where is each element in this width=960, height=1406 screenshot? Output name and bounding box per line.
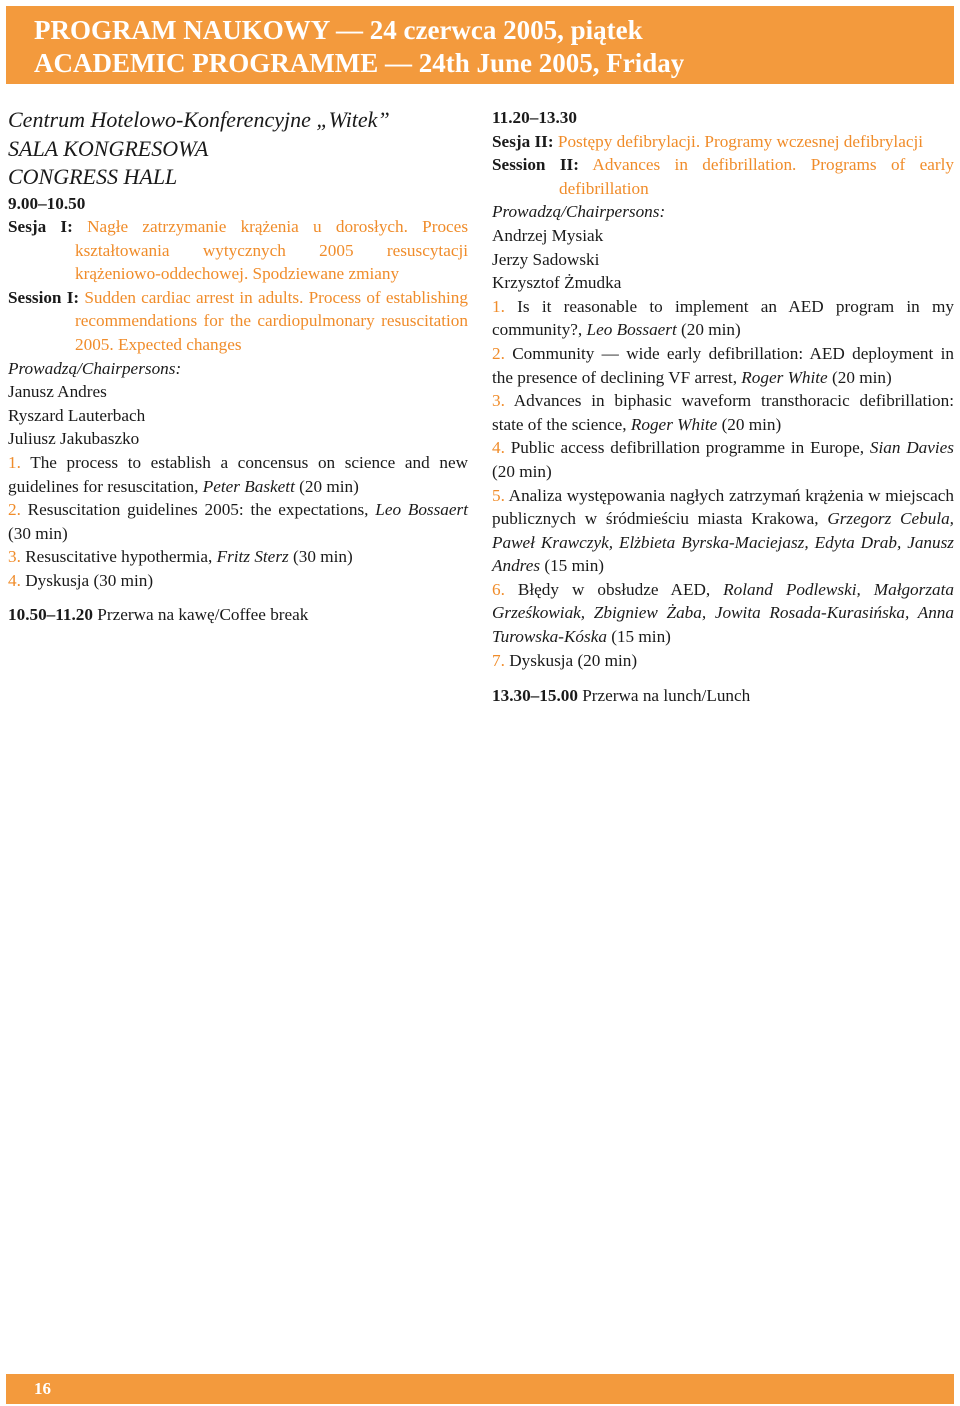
program-item: 4. Dyskusja (30 min): [8, 571, 154, 590]
program-item: 2. Resuscitation guidelines 2005: the expectations, Leo Bossaert (30 min): [8, 500, 468, 543]
session-1-label-en: Session I:: [8, 287, 80, 307]
chairperson: Jerzy Sadowski: [492, 249, 600, 269]
chairperson: Andrzej Mysiak: [492, 225, 604, 245]
session-2-label-en: Session II:: [492, 155, 579, 175]
page-number: 16: [34, 1379, 51, 1398]
program-item: 3. Resuscitative hypothermia, Fritz Sterz (30 min): [8, 547, 353, 567]
program-item: 1. The process to establish a concensus on science and new guidelines for resuscitation, Peter Baskett (20 min): [8, 453, 468, 496]
program-item: 1. Is it reasonable to implement an AED program in my community?, Leo Bossaert (20 min): [492, 296, 954, 340]
session-1-label-pl: Sesja I:: [8, 217, 73, 237]
header-title-en: ACADEMIC PROGRAMME — 24th June 2005, Friday: [34, 48, 685, 78]
chairperson: Janusz Andres: [8, 382, 107, 402]
session-1-title-en: [8, 286, 468, 357]
session-2-text-en: Advances in defibrillation. Programs of early defibrillation: [559, 155, 955, 198]
hall-name-pl: SALA KONGRESOWA: [8, 135, 209, 161]
chairs-label: Prowadzą/Chairpersons:: [492, 202, 666, 222]
left-column: [8, 106, 468, 626]
session-2-title-pl: [492, 130, 954, 154]
session-1-text-en: Sudden cardiac arrest in adults. Process of establishing recommendations for the cardiopulmonary resuscitation 2005. Expected changes: [75, 287, 468, 355]
header-title-pl: PROGRAM NAUKOWY — 24 czerwca 2005, piątek: [34, 15, 643, 45]
coffee-break: 10.50–11.20 Przerwa na kawę/Coffee break: [8, 604, 309, 624]
right-column: [492, 106, 954, 708]
program-item: 6. Błędy w obsłudze AED, Roland Podlewski, Małgorzata Grześkowiak, Zbigniew Żaba, Jowita Rosada-Kurasińska, Anna Turowska-Kóska (15 min): [492, 579, 954, 647]
program-item: 7. Dyskusja (20 min): [492, 650, 638, 670]
session-2-title-en: [492, 153, 954, 200]
chairperson: Ryszard Lauterbach: [8, 405, 146, 425]
chairs-label: Prowadzą/Chairpersons:: [8, 358, 182, 378]
session-2-time: 11.20–13.30: [492, 108, 577, 127]
hall-name-en: CONGRESS HALL: [8, 164, 178, 189]
chairperson: Juliusz Jakubaszko: [8, 429, 140, 449]
program-item: 2. Community — wide early defibrillation: AED deployment in the presence of declining VF arrest, Roger White (20 min): [492, 343, 954, 387]
program-item: 3. Advances in biphasic waveform transthoracic defibrillation: state of the science, Roger White (20 min): [492, 391, 954, 434]
session-1-time: 9.00–10.50: [8, 193, 86, 213]
session-2-label-pl: Sesja II:: [492, 131, 554, 151]
page-footer-band: [6, 1374, 954, 1404]
lunch-break: 13.30–15.00 Przerwa na lunch/Lunch: [492, 686, 751, 706]
venue-name: Centrum Hotelowo-Konferencyjne „Witek”: [8, 107, 390, 132]
chairperson: Krzysztof Żmudka: [492, 273, 622, 293]
session-1-title-pl: [8, 215, 468, 286]
program-item: 5. Analiza występowania nagłych zatrzymań krążenia w miejscach publicznych w śródmieściu miasta Krakowa, Grzegorz Cebula, Paweł Krawczyk, Elżbieta Byrska-Maciejasz, Edyta Drab, Janusz Andres (15 min): [492, 485, 954, 576]
session-2-text-pl: Postępy defibrylacji. Programy wczesnej defibrylacji: [553, 131, 924, 151]
program-item: 4. Public access defibrillation programme in Europe, Sian Davies (20 min): [492, 438, 954, 481]
session-1-text-pl: Nagłe zatrzymanie krążenia u dorosłych. Proces kształtowania wytycznych 2005 resuscytacji krążeniowo-oddechowej. Spodziewane zmiany: [72, 217, 469, 284]
page-header-band: [6, 6, 954, 84]
